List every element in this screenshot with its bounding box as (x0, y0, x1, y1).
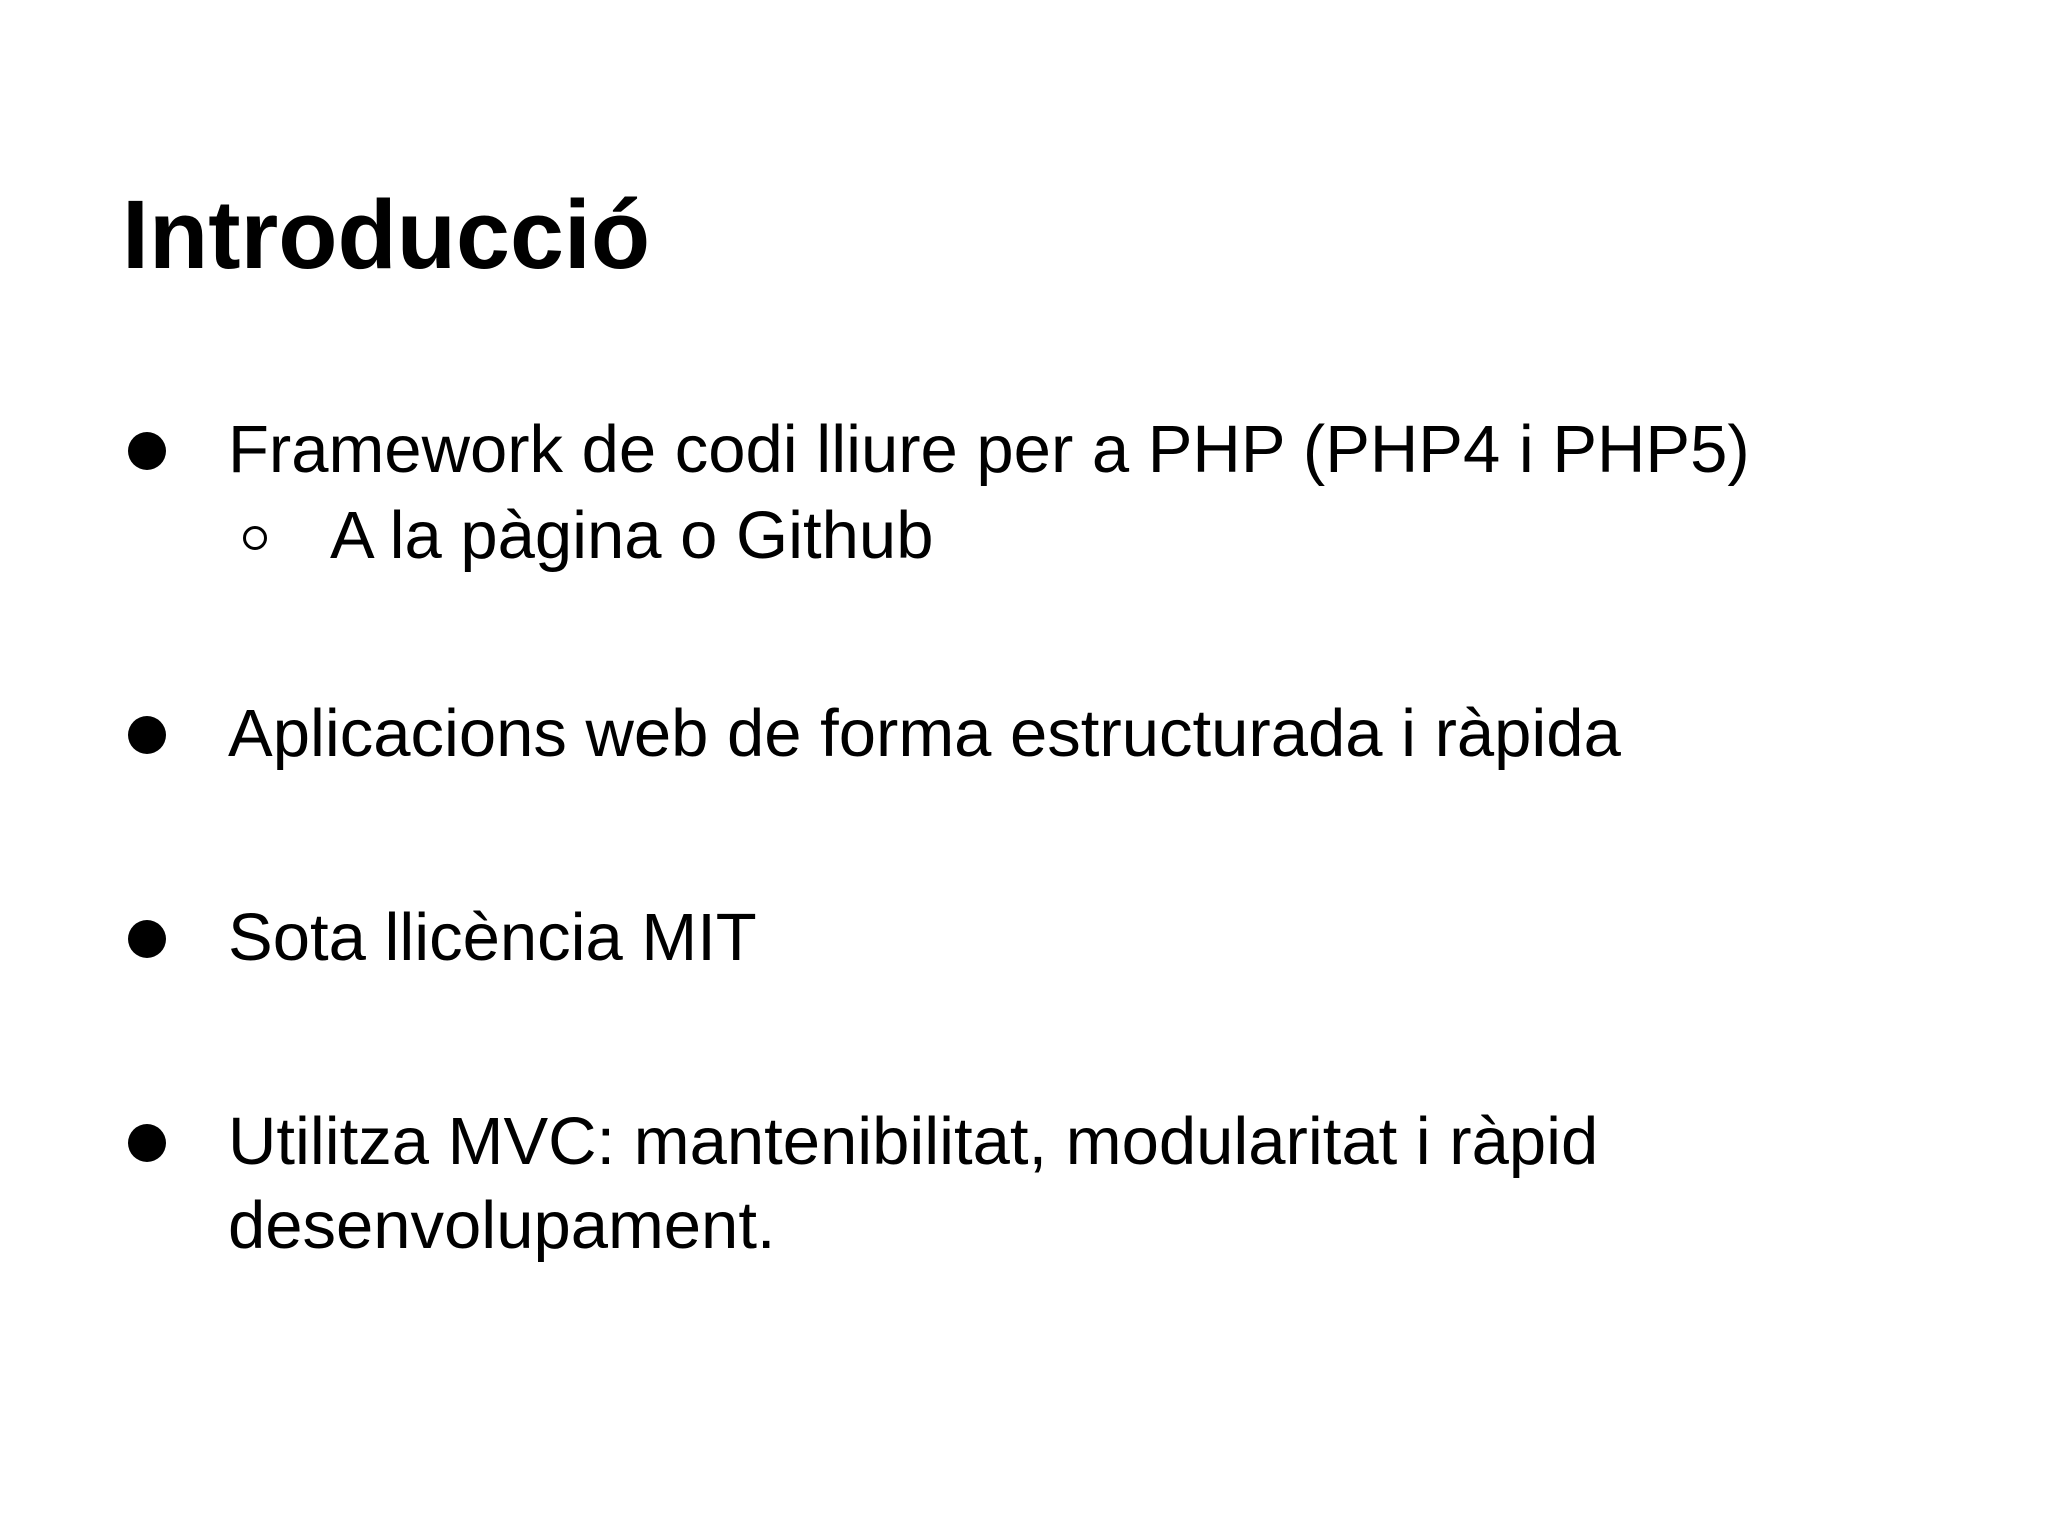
bullet-text: Aplicacions web de forma estructurada i ràpida (228, 696, 1621, 771)
bullet-text-line2: desenvolupament. (228, 1188, 776, 1263)
bullet-dot-icon (128, 432, 166, 470)
bullet-text-line1: Utilitza MVC: mantenibilitat, modularitat i ràpid (228, 1104, 1599, 1179)
bullet-dot-icon (128, 716, 166, 754)
hollow-circle-bullet-icon (243, 526, 267, 550)
slide-title: Introducció (122, 180, 651, 289)
bullet-text: Framework de codi lliure per a PHP (PHP4 i PHP5) (228, 412, 1750, 487)
sub-bullet-text: A la pàgina o Github (330, 498, 934, 573)
bullet-text: Sota llicència MIT (228, 900, 757, 975)
bullet-dot-icon (128, 920, 166, 958)
bullet-dot-icon (128, 1124, 166, 1162)
